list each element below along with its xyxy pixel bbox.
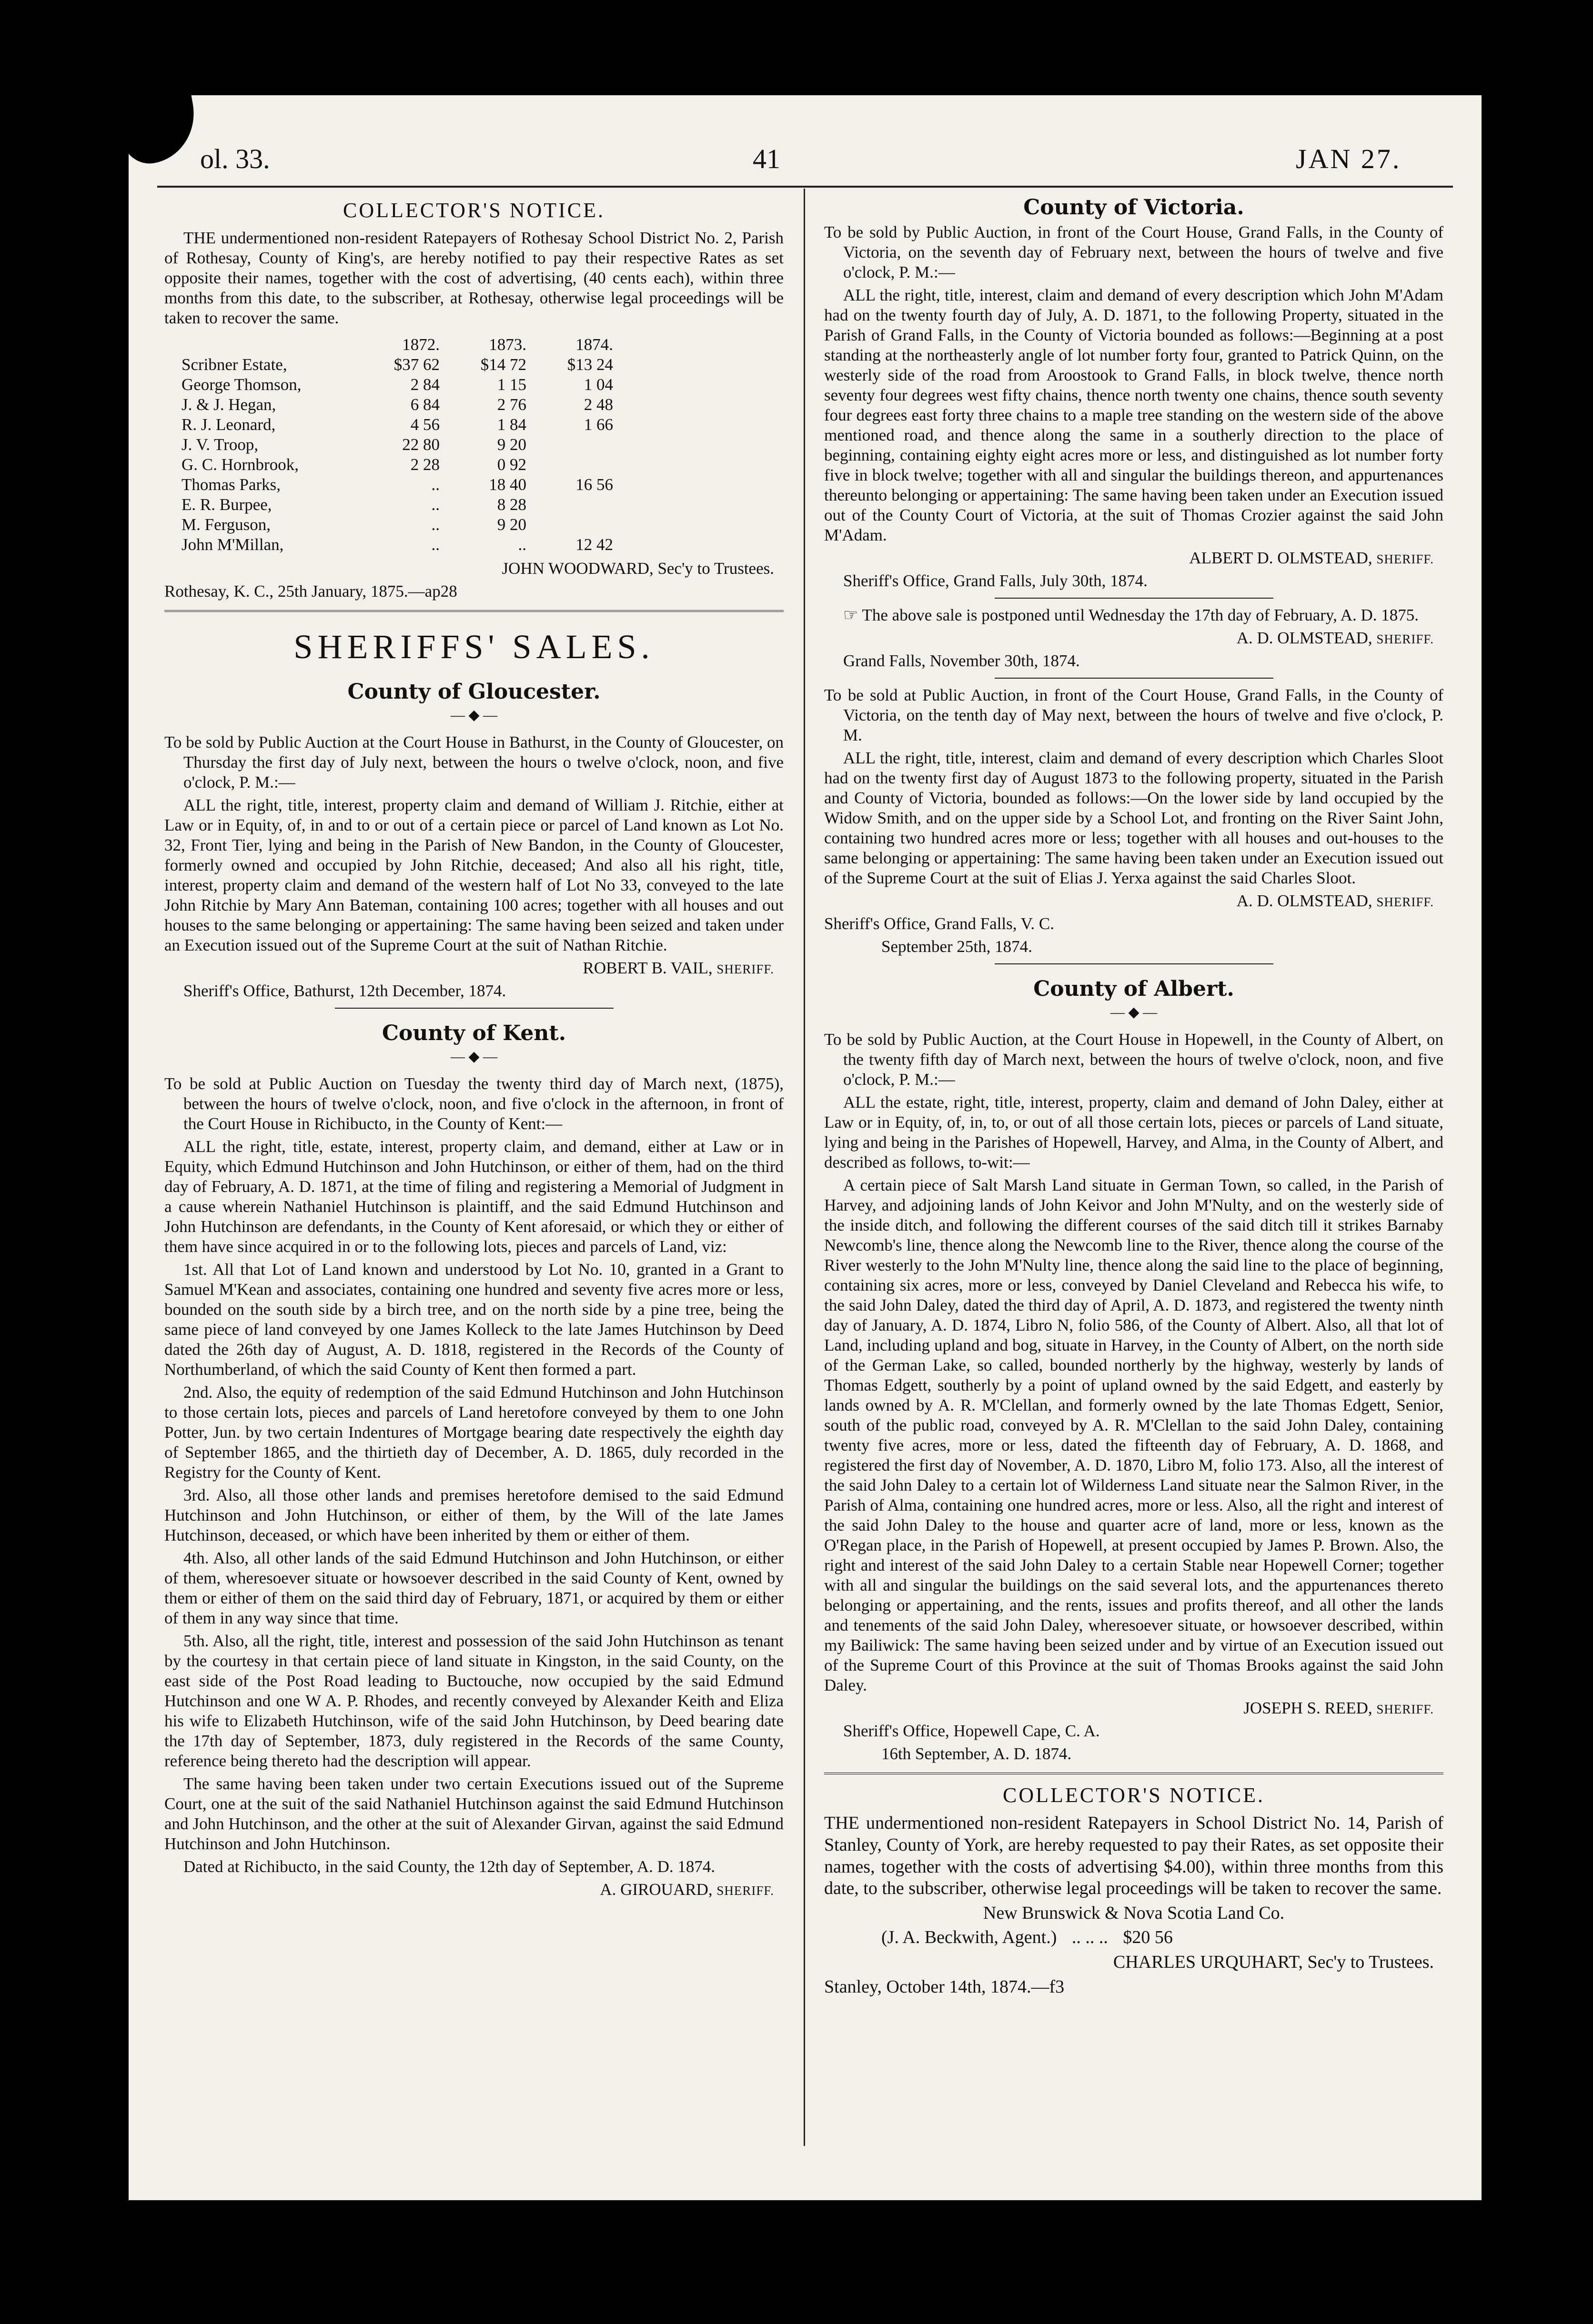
rate-1872: 22 80 [402,435,440,454]
swash-ornament: — ◆ — [450,1048,498,1064]
company-agent-line [824,1927,1443,1949]
sale-paragraph: 1st. All that Lot of Land known and understood by Lot No. 10, granted in a Grant to Samuel M'Kean and associates, containing one hundred and seventy five acres more or less, bounded on the south side by a birch tree, and on the north side by a pine tree, being the same piece of land conveyed by one James Kolleck to the late James Hutchinson by Deed dated the 26th day of August, A. D. 1818, registered in the Records of the County of Northumberland, of which the said County of Kent then formed a part. [164,1260,784,1379]
rate-1873: 1 84 [497,415,526,434]
rate-1874 [529,495,616,515]
sheriff-title: SHERIFF. [1376,631,1434,646]
sale-body: ALL the right, title, interest, claim and demand of every description which Charles Sloot had on the twenty first day of August 1873 to the following property, situated in the Parish and County of Victoria, bounded as follows:—On the lower side by land occupied by the Widow Smith, and on the upper side by a School Lot, and fronting on the River Saint John, containing two hundred acres more or less; together with all houses and out-houses to the same belonging or appertaining: The same having been taken under an Execution issued out of the Supreme Court at the suit of Elias J. Yerxa against the said Charles Sloot. [824,748,1443,887]
notice-title: COLLECTOR'S NOTICE. [1002,1783,1265,1807]
ratepayer-name: Thomas Parks, [181,475,281,494]
sheriff-title: SHERIFF. [1376,551,1434,566]
sheriffs-sales-heading: SHERIFFS' SALES. [293,627,655,666]
ratepayer-name: John M'Millan, [181,535,284,554]
ratepayer-name: Scribner Estate, [181,355,287,374]
rates-row [179,435,616,455]
victoria-sale [824,195,1443,957]
divider [995,598,1273,599]
sheriff-office: Sheriff's Office, Grand Falls, V. C. [824,914,1054,933]
swash-ornament: — ◆ — [1110,1004,1158,1020]
sheriff-signature [824,891,1443,911]
rates-row [179,475,616,495]
ink-blot [129,95,202,168]
collector-dateline: Rothesay, K. C., 25th January, 1875.—ap28 [164,581,457,601]
ratepayer-name: J. V. Troop, [181,435,259,454]
agent-name: (J. A. Beckwith, Agent.) [881,1927,1057,1948]
sheriff-name: A. D. OLMSTEAD, [1236,628,1372,647]
rate-1872: .. [431,515,440,534]
rate-1872: 6 84 [410,395,440,414]
divider [995,678,1273,679]
notice-title: COLLECTOR'S NOTICE. [343,199,605,222]
section-divider [824,1773,1443,1774]
rate-1873: 8 28 [497,495,526,514]
year-header: 1873. [489,335,526,354]
rate-1873: 9 20 [497,435,526,454]
rate-1872: .. [431,535,440,554]
sheriff-name: ALBERT D. OLMSTEAD, [1189,548,1372,567]
company-name: New Brunswick & Nova Scotia Land Co. [983,1903,1285,1923]
sheriff-title: SHERIFF. [1376,1702,1434,1716]
sheriff-title: SHERIFF. [716,962,774,976]
page-number: 41 [753,143,780,174]
rate-1872: 4 56 [410,415,440,434]
header-rule [157,186,1453,188]
rate-1872: $37 62 [393,355,440,374]
sheriff-office-date: September 25th, 1874. [881,937,1032,956]
county-heading: County of Gloucester. [347,680,601,704]
county-heading: County of Albert. [1033,976,1234,1001]
column-rule [804,189,805,2146]
sale-paragraph: 2nd. Also, the equity of redemption of the said Edmund Hutchinson and John Hutchinson to those certain lots, pieces and parcels of Land heretofore conveyed by them to one John Potter, Jun. by two certain Indentures of Mortgage bearing date respectively the eighth day of September 1865, and the thirtieth day of December, A. D. 1865, duly recorded in the Registry for the County of Kent. [164,1382,784,1482]
pointing-hand-icon: ☞ [843,605,858,624]
sale-intro: To be sold at Public Auction, in front of the Court House, Grand Falls, in the County of Victoria, on the tenth day of May next, between the hours of twelve and five o'clock, P. M. [824,685,1443,744]
gloucester-sale [164,680,784,1001]
rates-row [179,355,616,375]
rate-1874: $13 24 [567,355,613,374]
county-heading: County of Kent. [382,1021,566,1045]
notice-body: THE undermentioned non-resident Ratepayers of Rothesay School District No. 2, Parish of Rothesay, County of King's, are hereby notified to pay their respective Rates as set opposite their names, together with the cost of advertising, (40 cents each), within three months from this date, to the subscriber, at Rothesay, otherwise legal proceedings will be taken to recover the same. [164,228,784,327]
collector-dateline: Stanley, October 14th, 1874.—f3 [824,1976,1065,1997]
rates-row [179,395,616,415]
kent-sale [164,1021,784,1900]
sheriff-signature [164,958,784,978]
sheriff-title: SHERIFF. [1376,894,1434,909]
rates-row [179,455,616,475]
rate-1874: 16 56 [575,475,613,494]
sheriff-signature [824,628,1443,648]
section-divider [164,610,784,612]
collector-notice-stanley [824,1783,1443,1998]
amount-due: $20 56 [1123,1927,1173,1948]
sale-body: A certain piece of Salt Marsh Land situate in German Town, so called, in the Parish of Harvey, and adjoining lands of John Keivor and John M'Nulty, and on the westerly side of the inside ditch, and following the different courses of the said ditch till it strikes Barnaby Newcomb's line, thence along the Newcomb line to the River, thence along the course of the River westerly to the John M'Nulty line, thence along the said line to the place of beginning, containing six acres, more or less, conveyed by Daniel Cleveland and Rebecca his wife, to the said John Daley, dated the third day of April, A. D. 1873, and registered the twenty ninth day of January, A. D. 1874, Libro N, folio 586, of the County of Albert. Also, all that lot of Land, including upland and bog, situate in Harvey, in the County of Albert, on the north side of the German Lake, so called, bounded northerly by the highway, westerly by lands of Thomas Edgett, southerly by a point of upland owned by the said Edgett, and easterly by lands owned by A. R. M'Clellan, and formerly owned by the late Thomas Edgett, Senior, south of the public road, conveyed by A. R. M'Clellan to the said John Daley, containing twenty five acres, more or less, dated the fifteenth day of February, A. D. 1868, and registered the first day of November, A. D. 1870, Libro M, folio 173. Also, all the interest of the said John Daley to a certain lot of Wilderness Land situate near the Salmon River, in the Parish of Alma, containing one hundred acres, more or less. Also, all the right and interest of the said John Daley to the house and quarter acre of land, more or less, known as the O'Regan place, in the Parish of Hopewell, at present occupied by James P. Brown. Also, the right and interest of the said John Daley to a certain Stable near Hopewell Corner; together with all and singular the buildings on the said several lots, and the appurtenances thereto belonging or appertaining, and the rents, issues and profits thereof, and all other the lands and tenements of the said John Daley, wheresoever situate, or howsoever described, within my Bailiwick: The same having been seized under and by virtue of an Execution issued out of the Supreme Court of this Province at the suit of Thomas Brooks against the said John Daley. [824,1175,1443,1694]
ratepayer-name: M. Ferguson, [181,515,271,534]
albert-sale [824,977,1443,1764]
ratepayer-name: E. R. Burpee, [181,495,272,514]
sheriff-signature [824,1698,1443,1718]
sheriff-name: JOSEPH S. REED, [1243,1698,1372,1717]
collector-signature: JOHN WOODWARD, Sec'y to Trustees. [502,559,774,578]
postponement-date: Grand Falls, November 30th, 1874. [843,651,1080,670]
rate-1873: .. [518,535,526,554]
rates-row [179,375,616,395]
rate-1872: .. [431,495,440,514]
issue-date: JAN 27. [1296,143,1401,174]
rate-1873: 9 20 [497,515,526,534]
ratepayer-name: R. J. Leonard, [181,415,276,434]
rate-1874: 2 48 [584,395,613,414]
rate-1872: 2 84 [410,375,440,394]
rate-1873: 18 40 [489,475,526,494]
divider [335,1008,614,1009]
sheriff-office: Sheriff's Office, Bathurst, 12th December, 1874. [183,981,506,1000]
sale-body: ALL the right, title, estate, interest, property claim, and demand, either at Law or in Equity, which Edmund Hutchinson and John Hutchinson, or either of them, had on the third day of February, A. D. 1871, at the time of filing and registering a Memorial of Judgment in a cause wherein Nathaniel Hutchinson is plaintiff, and the said Edmund Hutchinson and John Hutchinson are defendants, in the County of Kent aforesaid, or which they or either of them have since acquired in or to the following lots, pieces and parcels of Land, viz: [164,1137,784,1256]
sale-paragraph: 4th. Also, all other lands of the said Edmund Hutchinson and John Hutchinson, or either of them, wheresoever situate or howsoever described in the said County of Kent, owned by them or either of them on the said third day of February, 1871, or acquired by them or either of them in any way since that time. [164,1548,784,1627]
leader-dots: .. .. .. [1071,1927,1108,1948]
rate-1873: 1 15 [497,375,526,394]
rate-1873: 0 92 [497,455,526,474]
ratepayer-name: G. C. Hornbrook, [181,455,299,474]
sale-paragraph: 5th. Also, all the right, title, interest and possession of the said John Hutchinson as tenant by the courtesy in that certain piece of land situate in Kingston, in the said County, on the east side of the Post Road leading to Buctouche, now occupied by the said Edmund Hutchinson and one W A. P. Rhodes, and recently conveyed by Alexander Keith and Eliza his wife to Elizabeth Hutchinson, wife of the said John Hutchinson, by Deed bearing date the 17th day of September, 1873, duly registered in the Records of the same County, reference being thereto had the description will appear. [164,1631,784,1770]
rate-1874: 12 42 [575,535,613,554]
sheriff-office: Sheriff's Office, Hopewell Cape, C. A. [843,1721,1100,1740]
rates-row [179,415,616,435]
sale-paragraph: The same having been taken under two certain Executions issued out of the Supreme Court, one at the suit of the said Nathaniel Hutchinson against the said Edmund Hutchinson and John Hutchinson, and the other at the suit of Alexander Girvan, against the said Edmund Hutchinson and John Hutchinson. [164,1774,784,1853]
rate-1874: 1 66 [584,415,613,434]
sheriff-signature [824,548,1443,568]
sale-dated: Dated at Richibucto, in the said County, the 12th day of September, A. D. 1874. [183,1857,716,1876]
sale-intro: To be sold by Public Auction, in front of the Court House, Grand Falls, in the County of Victoria, on the seventh day of February next, between the hours of twelve and five o'clock, P. M.:— [824,222,1443,281]
sale-body: ALL the estate, right, title, interest, property, claim and demand of John Daley, either at Law or in Equity, of, in, to, or out of all those certain lots, pieces or parcels of Land situate, lying and being in the Parishes of Hopewell, Harvey, and Alma, in the County of Albert, and described as follows, to-wit:— [824,1092,1443,1172]
rates-row [179,515,616,535]
rate-1874 [529,435,616,455]
sale-body: ALL the right, title, interest, property claim and demand of William J. Ritchie, either at Law or in Equity, of, in and to or out of a certain piece or parcel of Land known as Lot No. 32, Front Tier, lying and being in the Parish of New Bandon, in the County of Gloucester, formerly owned and occupied by John Ritchie, deceased; And also all his right, title, interest, property claim and demand of the western half of Lot No 33, conveyed to the late John Ritchie by Mary Ann Bateman, containing 100 acres; together with all houses and out houses to the same belonging or appertaining: The same having been seized and taken under an Execution issued out of the Supreme Court at the suit of Nathan Ritchie. [164,795,784,954]
collector-signature: CHARLES URQUHART, Sec'y to Trustees. [1113,1952,1434,1972]
ratepayer-name: J. & J. Hegan, [181,395,276,414]
divider [995,963,1273,964]
rate-1872: 2 28 [410,455,440,474]
left-column [164,195,784,1903]
sheriff-name: A. D. OLMSTEAD, [1236,891,1372,910]
rates-row [179,495,616,515]
sheriff-title: SHERIFF. [716,1883,774,1898]
notice-body: THE undermentioned non-resident Ratepayers in School District No. 14, Parish of Stanley, County of York, are hereby requested to pay their Rates, as set opposite their names, together with the costs of advertising $4.00), within three months from this date, to the subscriber, otherwise legal proceedings will be taken to recover the same. [824,1813,1443,1899]
rate-1873: 2 76 [497,395,526,414]
year-header: 1872. [402,335,440,354]
rate-1874 [529,515,616,535]
postponement-notice [824,605,1443,625]
rate-1873: $14 72 [480,355,526,374]
sale-intro: To be sold by Public Auction, at the Court House in Hopewell, in the County of Albert, on the twenty fifth day of March next, between the hours of twelve o'clock, noon, and five o'clock, P. M.:— [824,1030,1443,1089]
sheriff-name: A. GIROUARD, [600,1880,713,1899]
volume-label: ol. 33. [200,143,270,174]
rates-row [179,535,616,555]
sheriff-signature [164,1880,784,1900]
sheriff-office-date: 16th September, A. D. 1874. [881,1744,1072,1763]
year-header: 1874. [575,335,613,354]
sheriff-name: ROBERT B. VAIL, [583,958,713,977]
sale-intro: To be sold at Public Auction on Tuesday the twenty third day of March next, (1875), between the hours of twelve o'clock, noon, and five o'clock in the afternoon, in front of the Court House in Richibucto, in the County of Kent:— [164,1074,784,1133]
rate-1874: 1 04 [584,375,613,394]
right-column [824,195,1443,2001]
rates-header-row [179,335,616,355]
rate-1872: .. [431,475,440,494]
sale-body: ALL the right, title, interest, claim and demand of every description which John M'Adam had on the twenty fourth day of July, A. D. 1871, to the following Property, situated in the Parish of Grand Falls, in the County of Victoria bounded as follows:—Beginning at a post standing at the northeasterly angle of lot number forty four, granted to Patrick Quinn, on the westerly side of the road from Aroostook to Grand Falls, in block twelve, thence north seventy four degrees west fifty chains, thence north twenty one chains, thence south seventy four degrees east forty three chains to a maple tree standing on the western side of the above mentioned road, and thence along the same in a southerly direction to the place of beginning, containing eighty eight acres more or less, and distinguished as lot number forty five in block twelve; together with all and singular the buildings thereon, and appurtenances thereunto belonging or appertaining: The same having been taken under an Execution issued out of the County Court of Victoria, at the suit of Thomas Crozier against the said John M'Adam. [824,285,1443,544]
ratepayer-name: George Thomson, [181,375,302,394]
newspaper-page [129,95,1482,2200]
sale-paragraph: 3rd. Also, all those other lands and premises heretofore demised to the said Edmund Hutchinson and John Hutchinson, or either of them, by the Will of the late James Hutchinson, deceased, or which have been inherited by them or either of them. [164,1485,784,1544]
rate-1874 [529,455,616,475]
swash-ornament: — ◆ — [450,707,498,723]
county-heading: County of Victoria. [1023,195,1244,220]
postponement-text: The above sale is postponed until Wednesday the 17th day of February, A. D. 1875. [862,605,1419,624]
rates-table [179,335,616,555]
sale-intro: To be sold by Public Auction at the Court House in Bathurst, in the County of Gloucester, on Thursday the first day of July next, between the hours o twelve o'clock, noon, and five o'clock, P. M.:— [164,732,784,791]
collector-notice-rothesay [164,198,784,601]
sheriff-office: Sheriff's Office, Grand Falls, July 30th, 1874. [843,571,1148,590]
